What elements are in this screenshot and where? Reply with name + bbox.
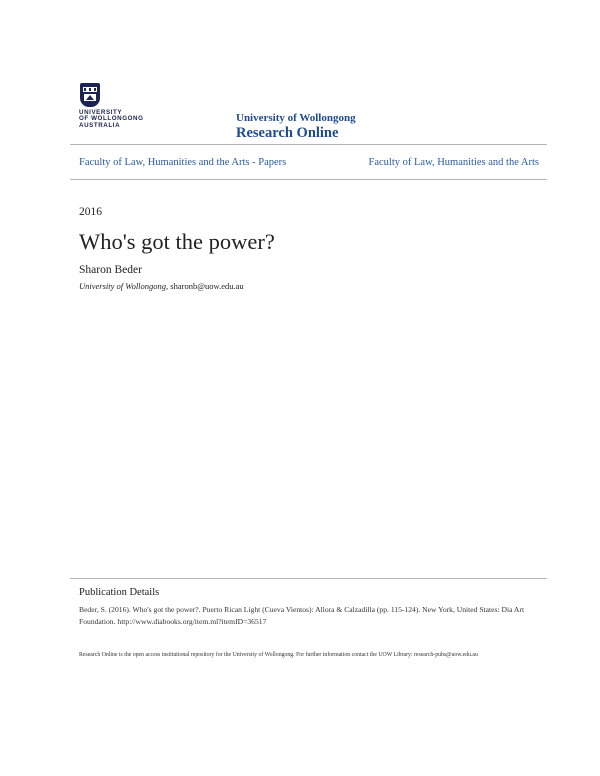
university-wordmark <box>79 110 149 129</box>
publication-details-heading: Publication Details <box>79 587 160 598</box>
wordmark-line-2: OF WOLLONGONG <box>79 115 144 123</box>
repository-title[interactable] <box>236 112 356 142</box>
affiliation-institution: University of Wollongong <box>79 281 167 291</box>
repository-footer-note: Research Online is the open access institutional repository for the University of Wollongong. For further information contact the UOW Library: research-pubs@uow.edu.au <box>79 652 478 658</box>
details-divider <box>70 578 547 579</box>
author-name: Sharon Beder <box>79 264 142 276</box>
wordmark-line-1: UNIVERSITY <box>79 109 123 116</box>
nav-divider <box>70 179 547 180</box>
publication-year: 2016 <box>79 206 102 218</box>
collection-link-faculty[interactable]: Faculty of Law, Humanities and the Arts <box>368 157 539 168</box>
top-divider <box>70 144 547 145</box>
collection-link-papers[interactable]: Faculty of Law, Humanities and the Arts - Papers <box>79 157 287 168</box>
author-affiliation <box>79 281 244 291</box>
author-email[interactable]: , sharonb@uow.edu.au <box>166 281 244 291</box>
repository-name[interactable]: Research Online <box>236 125 339 141</box>
wordmark-line-3: AUSTRALIA <box>79 121 121 129</box>
university-crest-icon <box>80 83 100 107</box>
article-title: Who's got the power? <box>79 229 275 254</box>
publication-details-text: Beder, S. (2016). Who's got the power?. Puerto Rican Light (Cueva Vientos): Allora & Calzadilla (pp. 115-124). New York, United States: Dia Art Foundation. http://www.diabooks.org/item.ml?itemID=36517 <box>79 605 525 626</box>
repository-university-name[interactable]: University of Wollongong <box>236 112 356 124</box>
